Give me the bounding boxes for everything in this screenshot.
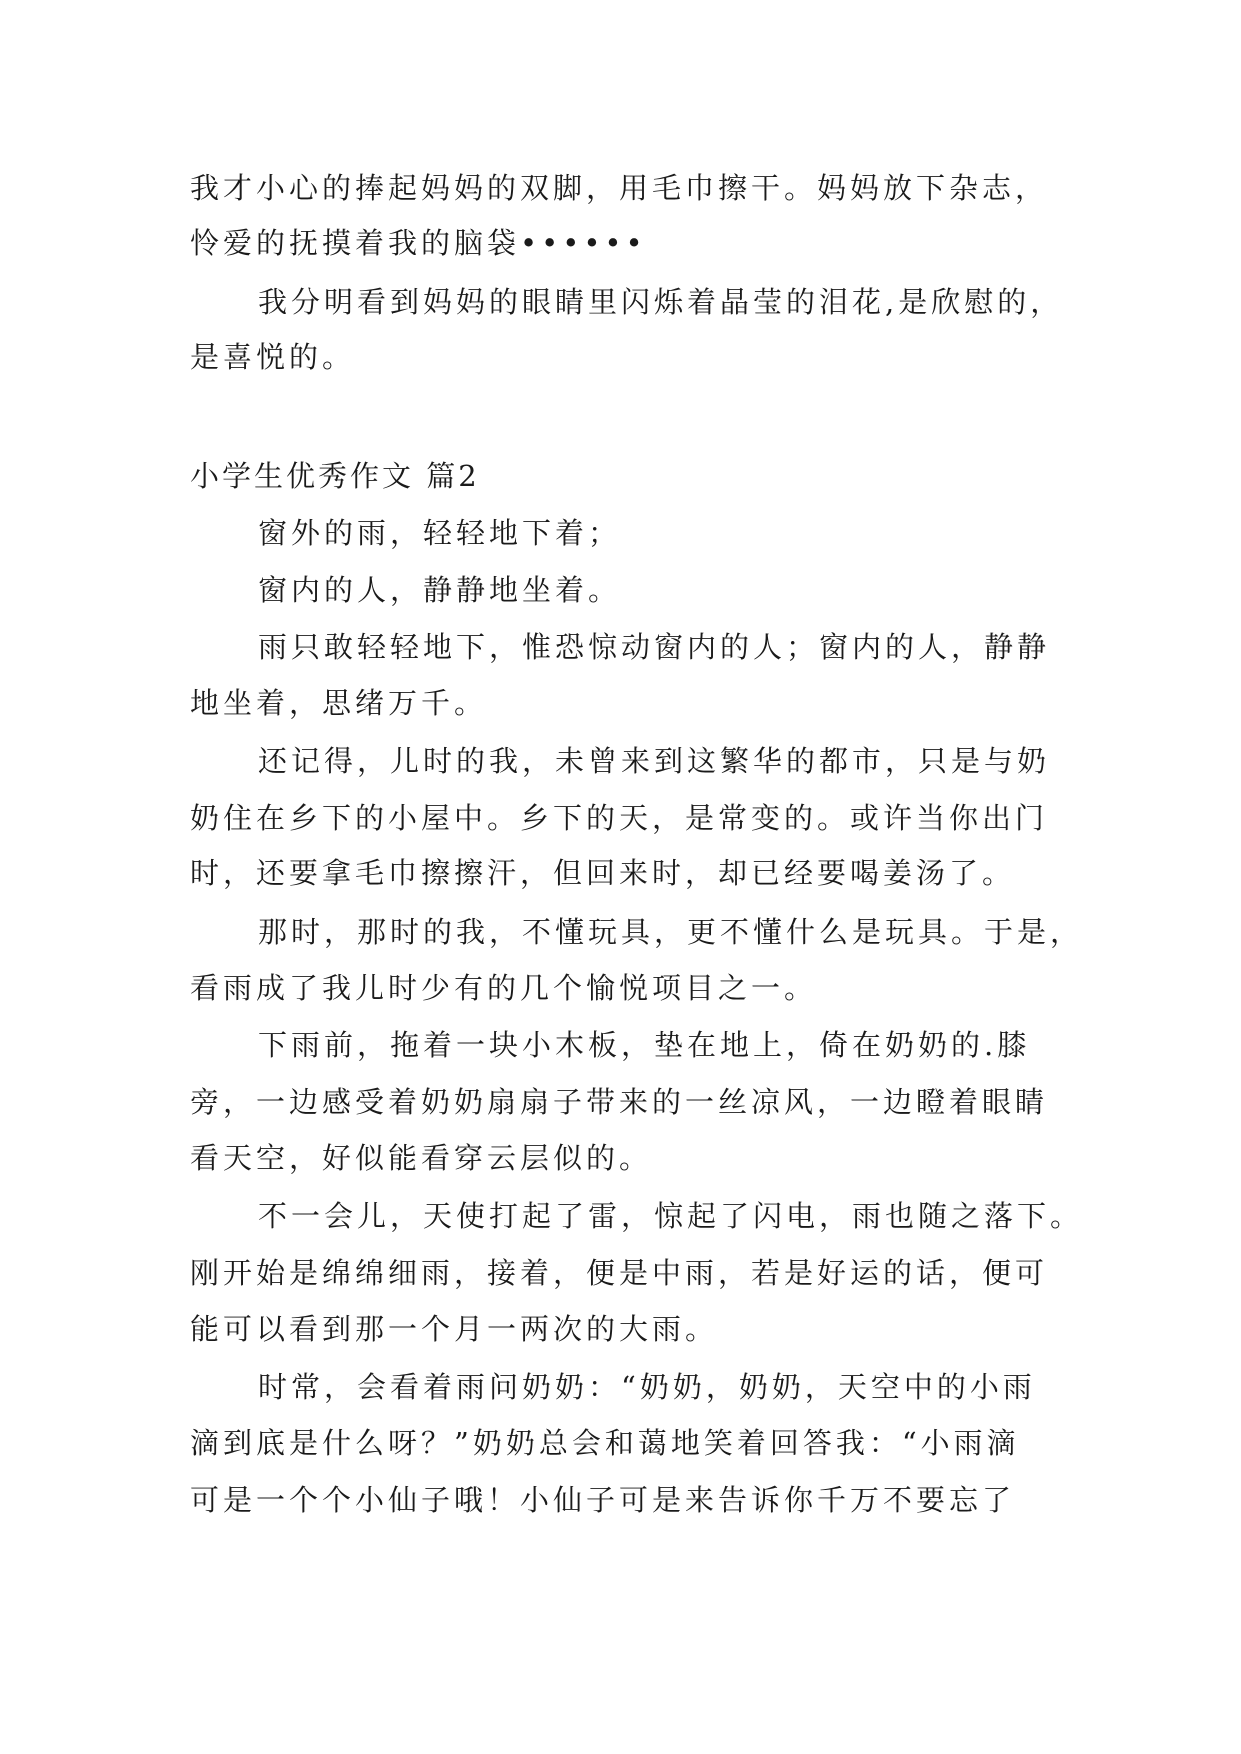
paragraph-line: 下雨前，拖着一块小木板，垫在地上，倚在奶奶的.膝 [258,1028,1031,1062]
text-line: 是喜悦的。 [190,340,356,374]
paragraph-line: 窗内的人，静静地坐着。 [258,573,622,607]
paragraph-line: 窗外的雨，轻轻地下着； [258,516,622,550]
text-line: 奶住在乡下的小屋中。乡下的天，是常变的。或许当你出门 [190,801,1049,835]
section-heading: 小学生优秀作文 篇2 [190,459,480,493]
text-line: 旁，一边感受着奶奶扇扇子带来的一丝凉风，一边瞪着眼睛 [190,1085,1049,1119]
text-line: 时，还要拿毛巾擦擦汗，但回来时，却已经要喝姜汤了。 [190,856,1016,890]
text-line: 滴到底是什么呀？”奶奶总会和蔼地笑着回答我：“小雨滴 [190,1426,1020,1460]
paragraph-line: 那时，那时的我，不懂玩具，更不懂什么是玩具。于是， [258,915,1084,949]
paragraph-line: 还记得，儿时的我，未曾来到这繁华的都市，只是与奶 [258,744,1051,778]
text-line: 怜爱的抚摸着我的脑袋•••••• [190,226,647,260]
text-line: 地坐着，思绪万千。 [190,686,488,720]
text-line: 能可以看到那一个月一两次的大雨。 [190,1312,719,1346]
text-line: 刚开始是绵绵细雨，接着，便是中雨，若是好运的话，便可 [190,1256,1049,1290]
text-line: 可是一个个小仙子哦！小仙子可是来告诉你千万不要忘了 [190,1483,1016,1517]
paragraph-line: 雨只敢轻轻地下，惟恐惊动窗内的人；窗内的人，静静 [258,630,1051,664]
text-line: 看雨成了我儿时少有的几个愉悦项目之一。 [190,971,818,1005]
paragraph-line: 我分明看到妈妈的眼睛里闪烁着晶莹的泪花,是欣慰的， [258,285,1064,319]
text-line: 看天空，好似能看穿云层似的。 [190,1141,653,1175]
paragraph-line: 时常，会看着雨问奶奶：“奶奶，奶奶，天空中的小雨 [258,1370,1036,1404]
paragraph-line: 不一会儿，天使打起了雷，惊起了闪电，雨也随之落下。 [258,1199,1084,1233]
text-line: 我才小心的捧起妈妈的双脚，用毛巾擦干。妈妈放下杂志， [190,171,1049,205]
